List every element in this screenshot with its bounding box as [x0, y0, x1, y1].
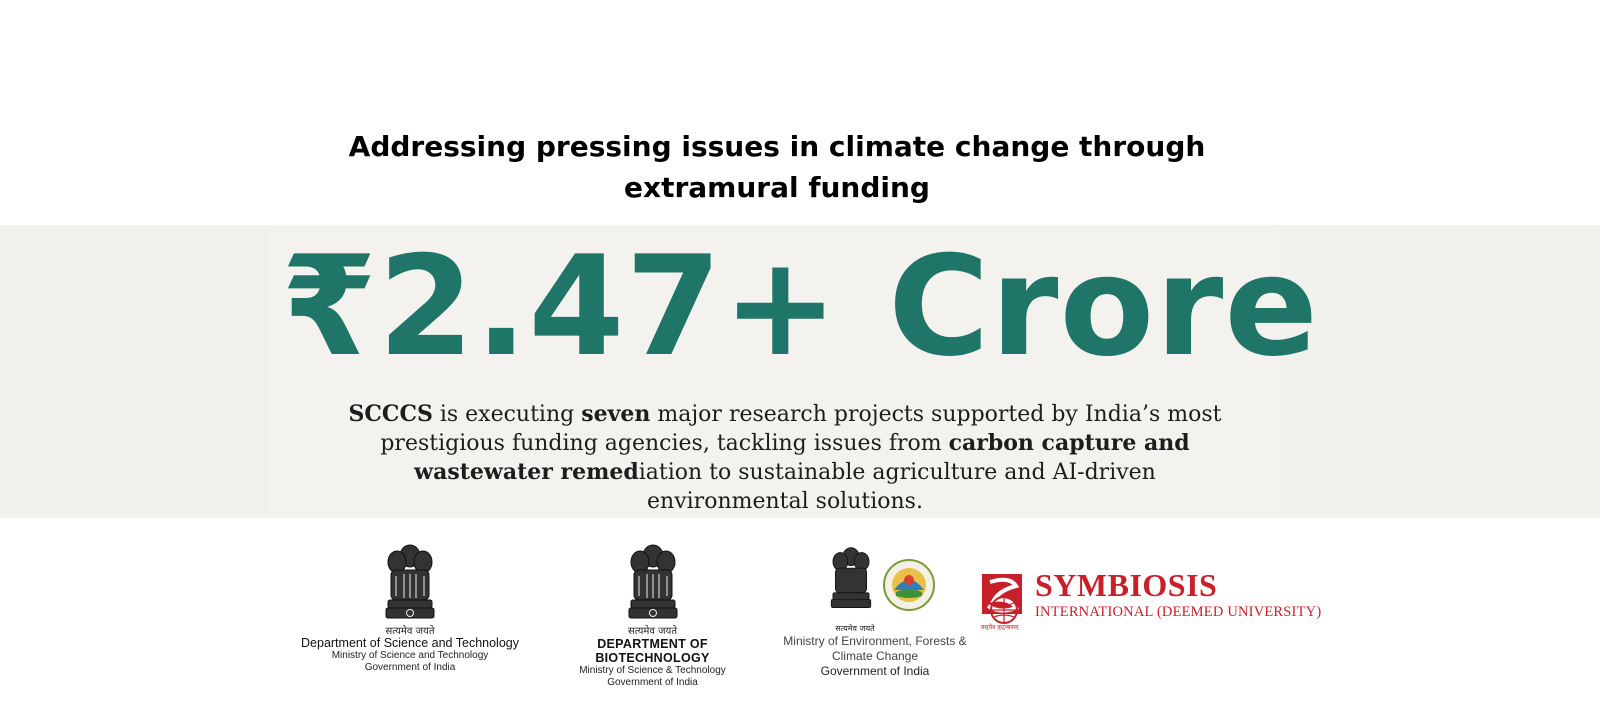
title-line-1: Addressing pressing issues in climate change through [348, 130, 1206, 163]
ashoka-emblem-icon [382, 542, 438, 622]
summary-text-3: iation to sustainable agriculture and AI-driven environmental solutions. [638, 460, 1156, 514]
moefcc-government: Government of India [820, 664, 930, 678]
summary-text-1: is executing [432, 402, 582, 427]
funding-summary [330, 400, 1240, 516]
symbiosis-logo [980, 567, 1322, 630]
symbiosis-subtitle: INTERNATIONAL (DEEMED UNIVERSITY) [1035, 604, 1322, 620]
dst-logo [295, 542, 525, 674]
moefcc-logo [780, 542, 970, 679]
funder-logos [0, 530, 1600, 700]
dst-ministry: Ministry of Science and Technology [331, 650, 489, 661]
dbt-government: Government of India [607, 677, 698, 688]
dbt-name: DEPARTMENT OF BIOTECHNOLOGY [595, 637, 710, 665]
funding-amount: ₹2.47+ Crore [281, 226, 1319, 387]
dbt-logo [540, 542, 765, 689]
slide-title [300, 126, 1254, 208]
ashoka-emblem-icon [625, 542, 681, 622]
summary-topic: carbon capture and wastewater remed [414, 430, 1190, 485]
dst-motto: सत्यमेव जयते [385, 626, 435, 637]
dst-name: Department of Science and Technology [301, 636, 519, 650]
summary-org: SCCCS [348, 401, 433, 427]
dbt-motto: सत्यमेव जयते [627, 626, 678, 637]
summary-count: seven [581, 401, 651, 427]
dbt-ministry: Ministry of Science & Technology [579, 665, 726, 676]
symbiosis-globe-icon [980, 570, 1030, 630]
symbiosis-name: SYMBIOSIS [1035, 567, 1218, 603]
moefcc-name-line-1: Ministry of Environment, Forests & [783, 634, 967, 648]
moefcc-motto: सत्यमेव जयते [835, 624, 875, 633]
ashoka-emblem-icon [828, 542, 874, 614]
moefcc-name-line-2: Climate Change [831, 649, 919, 663]
summary-text-2: major research projects supported by India’s most prestigious funding agencies, tackling issues from [380, 402, 1222, 456]
moefcc-seal-icon [882, 556, 936, 614]
title-line-2: extramural funding [624, 171, 930, 204]
dst-government: Government of India [364, 662, 456, 673]
moefcc-emblems [780, 542, 970, 622]
symbiosis-tagline: वसुधैव कुटुम्बकम् [981, 624, 1019, 630]
